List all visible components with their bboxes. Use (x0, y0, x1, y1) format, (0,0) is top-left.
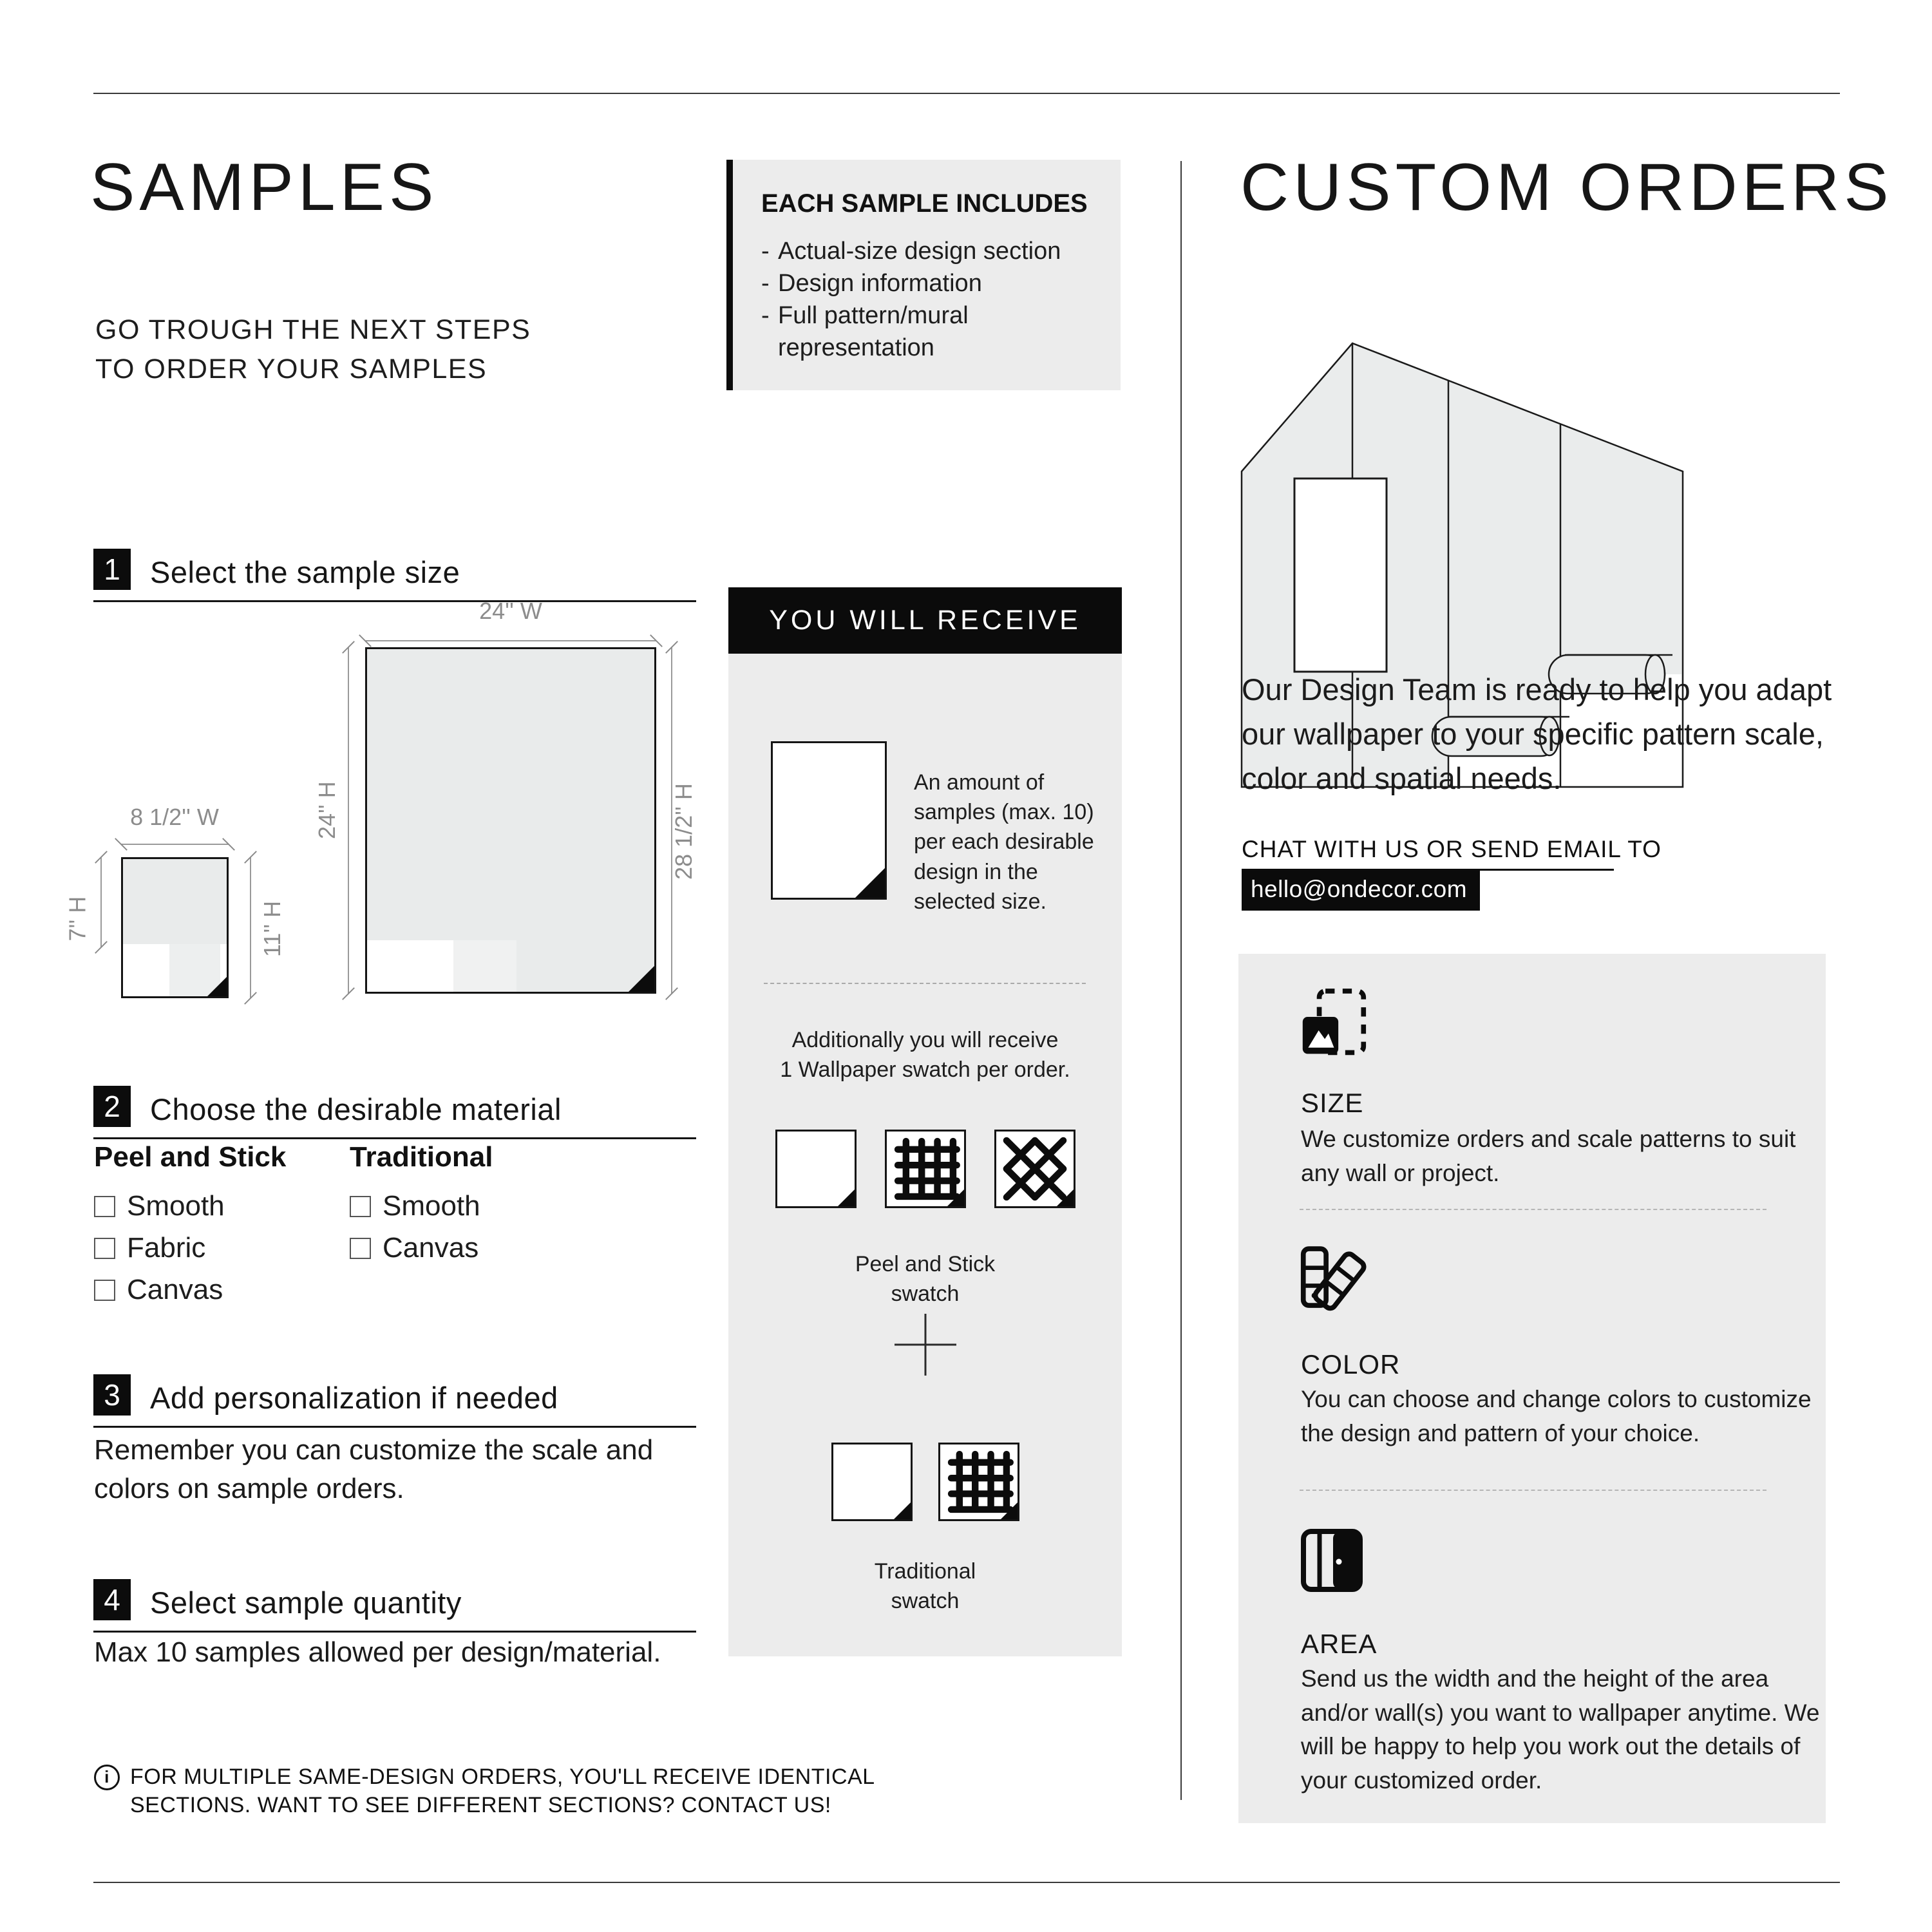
includes-item: - Design information (761, 267, 1097, 299)
step-2-label: Choose the desirable material (150, 1092, 562, 1126)
color-swatchbook-icon (1300, 1244, 1370, 1311)
samples-intro-line1: GO TROUGH THE NEXT STEPS (95, 314, 531, 345)
dim-label-8w: 8 1/2'' W (130, 804, 219, 830)
samples-title: SAMPLES (90, 150, 439, 225)
checkbox-icon (94, 1280, 115, 1301)
sheet-patch (453, 940, 516, 992)
large-sample-sheet (365, 647, 656, 994)
checkbox-icon (350, 1238, 371, 1259)
fold-corner-icon (855, 868, 885, 898)
material-column-peel (94, 1141, 286, 1316)
traditional-swatch-label-line1: Traditional (874, 1559, 976, 1584)
each-sample-includes-box (726, 160, 1121, 390)
feature-size-text: We customize orders and scale patterns to suit any wall or project. (1301, 1126, 1796, 1186)
dashed-divider (764, 983, 1086, 984)
material-option (94, 1274, 286, 1306)
step-4-header (93, 1579, 696, 1633)
peel-swatch-label-line1: Peel and Stick (855, 1252, 996, 1276)
step-1-header (93, 549, 696, 602)
material-option-label: Canvas (127, 1274, 223, 1305)
small-sample-sheet (121, 857, 229, 998)
chat-label: CHAT WITH US OR SEND EMAIL TO (1242, 836, 1662, 862)
step-4-label: Select sample quantity (150, 1586, 462, 1620)
email-link[interactable]: hello@ondecor.com (1242, 871, 1480, 911)
material-option (94, 1232, 286, 1264)
step-1-label: Select the sample size (150, 555, 460, 589)
dim-label-7h: 7'' H (64, 896, 91, 942)
crop-size-icon (1300, 987, 1367, 1061)
fold-corner-icon (629, 966, 654, 992)
traditional-swatch-label-line2: swatch (891, 1589, 960, 1614)
plain-swatch-icon (775, 1130, 857, 1208)
crosshatch-swatch-icon (994, 1130, 1075, 1208)
custom-orders-intro: Our Design Team is ready to help you adapt our wallpaper to your specific pattern scale, color and spatial needs. (1242, 672, 1832, 796)
material-option-label: Fabric (127, 1232, 206, 1264)
step-4-number: 4 (93, 1579, 131, 1620)
additional-line2: 1 Wallpaper swatch per order. (780, 1057, 1070, 1083)
info-icon: i (94, 1765, 120, 1790)
checkbox-icon (94, 1238, 115, 1259)
bottom-rule (93, 1882, 1840, 1883)
sheet-patch (367, 940, 453, 992)
fold-corner-icon (838, 1189, 855, 1206)
dim-line-small-left (100, 857, 102, 947)
feature-color-title: COLOR (1301, 1349, 1401, 1379)
includes-item: - Full pattern/mural representation (761, 299, 1061, 364)
step-3-note: Remember you can customize the scale and colors on sample orders. (94, 1434, 654, 1504)
step-2-header (93, 1086, 696, 1139)
step-3-label: Add personalization if needed (150, 1381, 558, 1415)
fold-corner-icon (1057, 1189, 1074, 1206)
custom-features-box (1238, 954, 1826, 1823)
peel-swatch-label (728, 1249, 1122, 1309)
material-option (350, 1190, 493, 1222)
fold-corner-icon (207, 977, 227, 996)
fold-corner-icon (1001, 1502, 1018, 1519)
dim-line-small-top (121, 844, 229, 845)
step-2-number: 2 (93, 1086, 131, 1127)
samples-amount-text: An amount of samples (max. 10) per each desirable design in the selected size. (914, 770, 1094, 914)
you-will-receive-panel (728, 587, 1122, 1656)
column-divider (1180, 161, 1182, 1800)
dim-label-28h: 28 1/2'' H (670, 783, 697, 880)
material-option-label: Smooth (127, 1190, 225, 1222)
feature-area-text: Send us the width and the height of the area and/or wall(s) you want to wallpaper anytime. We will be happy to help you work out the details of your customized order. (1301, 1665, 1820, 1794)
feature-color-text: You can choose and change colors to customize the design and pattern of your choice. (1301, 1386, 1812, 1446)
step-3-number: 3 (93, 1374, 131, 1416)
grid-swatch-icon (938, 1443, 1019, 1521)
dim-label-24w: 24'' W (479, 598, 542, 624)
material-option-label: Canvas (383, 1232, 479, 1264)
you-will-receive-header: YOU WILL RECEIVE (728, 587, 1122, 654)
plus-icon (728, 1314, 1122, 1376)
fold-corner-icon (947, 1189, 964, 1206)
dim-label-24h: 24'' H (314, 781, 340, 839)
custom-orders-title: CUSTOM ORDERS (1240, 150, 1893, 225)
checkbox-icon (350, 1196, 371, 1217)
dashed-divider (1300, 1490, 1766, 1491)
step-3-header (93, 1374, 696, 1428)
material-column-traditional (350, 1141, 493, 1274)
plain-swatch-icon (831, 1443, 913, 1521)
additional-line1: Additionally you will receive (791, 1028, 1059, 1052)
step-4-note: Max 10 samples allowed per design/material. (94, 1636, 661, 1668)
peel-and-stick-title: Peel and Stick (94, 1141, 287, 1173)
feature-area-title: AREA (1301, 1629, 1378, 1659)
dim-line-small-right (250, 857, 251, 998)
sample-sheet-icon (771, 741, 887, 900)
traditional-swatch-row (728, 1443, 1122, 1521)
dashed-divider (1300, 1209, 1766, 1210)
traditional-title: Traditional (350, 1141, 493, 1173)
grid-swatch-icon (885, 1130, 966, 1208)
footer-note (94, 1763, 875, 1819)
fold-corner-icon (894, 1502, 911, 1519)
dim-label-11h: 11'' H (259, 900, 285, 957)
top-rule (93, 93, 1840, 94)
additional-text (728, 1025, 1122, 1084)
samples-intro (95, 310, 531, 389)
peel-swatch-row (728, 1130, 1122, 1208)
feature-size-title: SIZE (1301, 1088, 1364, 1118)
dim-line-large-left (348, 647, 349, 994)
traditional-swatch-label (728, 1557, 1122, 1616)
checkbox-icon (94, 1196, 115, 1217)
wall-door-icon (1300, 1528, 1364, 1593)
samples-intro-line2: TO ORDER YOUR SAMPLES (95, 354, 488, 385)
dim-line-large-top (365, 640, 656, 641)
includes-item: - Actual-size design section (761, 235, 1097, 267)
material-option-label: Smooth (383, 1190, 480, 1222)
includes-title: EACH SAMPLE INCLUDES (761, 189, 1088, 218)
footer-note-line2: SECTIONS. WANT TO SEE DIFFERENT SECTIONS? CONTACT US! (130, 1792, 831, 1817)
step-1-number: 1 (93, 549, 131, 590)
material-option (94, 1190, 286, 1222)
peel-swatch-label-line2: swatch (891, 1282, 960, 1307)
footer-note-line1: FOR MULTIPLE SAME-DESIGN ORDERS, YOU'LL RECEIVE IDENTICAL (130, 1765, 875, 1789)
material-option (350, 1232, 493, 1264)
